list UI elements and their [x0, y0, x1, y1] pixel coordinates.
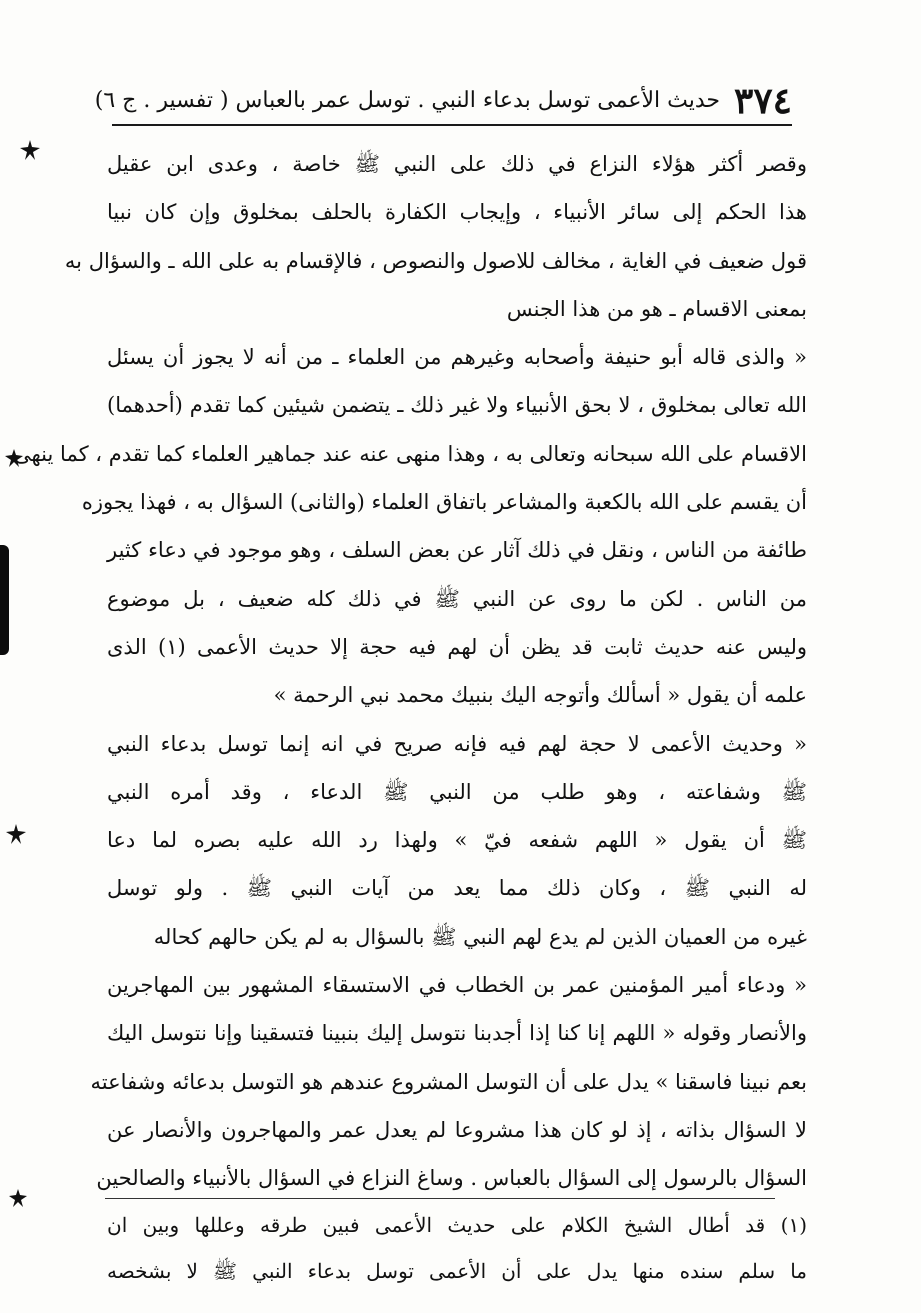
footnotes: [107, 1202, 807, 1294]
text-line: بمعنى الاقسام ـ هو من هذا الجنس: [506, 296, 807, 321]
text-line: له النبي ﷺ ، وكان ذلك مما يعد من آيات النبي ﷺ . ولو توسل: [107, 876, 807, 901]
text-line: هذا الحكم إلى سائر الأنبياء ، وإيجاب الكفارة بالحلف بمخلوق وإن كان نبيا: [107, 200, 807, 225]
text-line: الاقسام على الله سبحانه وتعالى به ، وهذا منهى عنه عند جماهير العلماء كما تقدم ، كما ينهى: [14, 441, 807, 466]
footnote-divider: [105, 1198, 775, 1199]
text-line: وليس عنه حديث ثابت قد يظن أن لهم فيه حجة إلا حديث الأعمى (١) الذى: [107, 634, 807, 659]
text-line: قول ضعيف في الغاية ، مخالف للاصول والنصوص ، فالإقسام به على الله ـ والسؤال به: [64, 248, 807, 273]
text-line: بعم نبينا فاسقنا » يدل على أن التوسل المشروع عندهم هو التوسل بدعائه وشفاعته: [90, 1069, 807, 1094]
ink-speck-1: [20, 140, 40, 160]
footnote-line: (١) قد أطال الشيخ الكلام على حديث الأعمى فبين طرقه وعللها وبين ان: [107, 1213, 807, 1237]
running-head-title: حديث الأعمى توسل بدعاء النبي . توسل عمر بالعباس ( تفسير . ج ٦): [94, 88, 720, 113]
text-line: الله تعالى بمخلوق ، لا بحق الأنبياء ولا غير ذلك ـ يتضمن شيئين كما تقدم (أحدهما): [107, 393, 807, 418]
ink-speck-3: [6, 824, 26, 844]
text-line: السؤال بالرسول إلى السؤال بالعباس . وساغ النزاع في السؤال بالأنبياء والصالحين: [96, 1166, 807, 1191]
text-line: لا السؤال بذاته ، إذ لو كان هذا مشروعا لم يعدل عمر والمهاجرون والأنصار عن: [107, 1117, 807, 1142]
text-line: والأنصار وقوله « اللهم إنا كنا إذا أجدبنا نتوسل إليك بنبينا فتسقينا وإنا نتوسل اليك: [107, 1021, 807, 1046]
text-line: وقصر أكثر هؤلاء النزاع في ذلك على النبي ﷺ خاصة ، وعدى ابن عقيل: [107, 152, 807, 176]
text-line: غيره من العميان الذين لم يدع لهم النبي ﷺ بالسؤال به لم يكن حالهم كحاله: [153, 924, 807, 949]
text-line: طائفة من الناس ، ونقل في ذلك آثار عن بعض السلف ، وهو موجود في دعاء كثير: [107, 538, 807, 563]
text-line: أن يقسم على الله بالكعبة والمشاعر باتفاق العلماء (والثانى) السؤال به ، فهذا يجوزه: [81, 490, 807, 515]
text-line: « ودعاء أمير المؤمنين عمر بن الخطاب في الاستسقاء المشهور بين المهاجرين: [107, 973, 807, 998]
text-line: ﷺ وشفاعته ، وهو طلب من النبي ﷺ الدعاء ، وقد أمره النبي: [107, 779, 807, 804]
footnote-line: ما سلم سنده منها يدل على أن الأعمى توسل بدعاء النبي ﷺ لا بشخصه: [107, 1259, 807, 1283]
text-line: من الناس . لكن ما روى عن النبي ﷺ في ذلك كله ضعيف ، بل موضوع: [107, 586, 807, 611]
page-number: ٣٧٤: [733, 80, 792, 122]
text-line: « والذى قاله أبو حنيفة وأصحابه وغيرهم من العلماء ـ من أنه لا يجوز أن يسئل: [107, 345, 807, 370]
main-text: [14, 140, 807, 1203]
ink-speck-4: [8, 1188, 28, 1208]
text-line: علمه أن يقول « أسألك وأتوجه اليك بنبيك محمد نبي الرحمة »: [273, 683, 807, 708]
running-header: [94, 78, 792, 126]
binding-shadow: [0, 545, 9, 655]
text-line: ﷺ أن يقول « اللهم شفعه فيّ » ولهذا رد الله عليه بصره لما دعا: [107, 828, 807, 853]
text-line: « وحديث الأعمى لا حجة لهم فيه فإنه صريح في انه إنما توسل بدعاء النبي: [107, 731, 807, 756]
